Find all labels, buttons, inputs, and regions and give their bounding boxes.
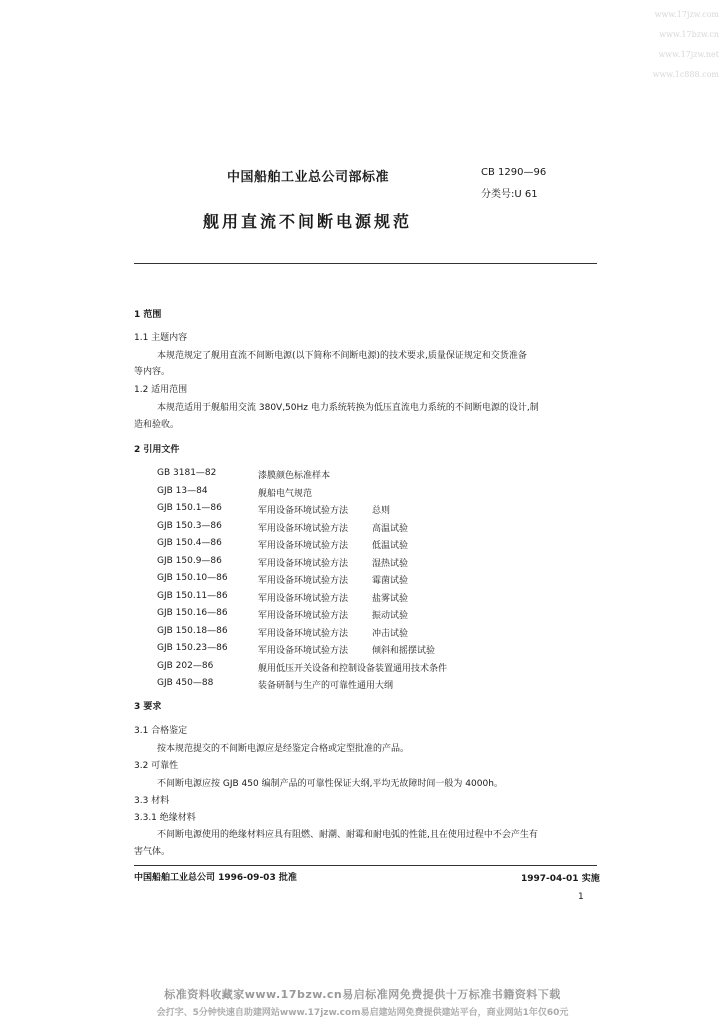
reference-code: GJB 450—88	[157, 678, 214, 688]
paragraph-line: 造和验收。	[134, 420, 180, 430]
reference-subtitle: 霉菌试验	[372, 576, 409, 586]
paragraph-line: 不间断电源应按 GJB 450 编制产品的可靠性保证大纲,平均无故障时间一般为 4000h。	[157, 779, 503, 789]
reference-title: 装备研制与生产的可靠性通用大纲	[258, 681, 394, 691]
subsection-heading: 3.1 合格鉴定	[134, 726, 188, 736]
reference-title: 军用设备环境试验方法	[258, 646, 349, 656]
reference-title: 军用设备环境试验方法	[258, 541, 349, 551]
reference-code: GJB 202—86	[157, 661, 214, 671]
reference-code: GJB 150.11—86	[157, 591, 228, 601]
reference-subtitle: 总则	[372, 506, 391, 516]
reference-subtitle: 高温试验	[372, 524, 409, 534]
classification-number: 分类号:U 61	[481, 189, 538, 200]
reference-title: 军用设备环境试验方法	[258, 576, 349, 586]
reference-title: 军用设备环境试验方法	[258, 524, 349, 534]
reference-title: 舰用低压开关设备和控制设备装置通用技术条件	[258, 664, 448, 674]
subsection-heading: 1.1 主题内容	[134, 333, 188, 343]
paragraph-line: 本规范适用于舰船用交流 380V,50Hz 电力系统转换为低压直流电力系统的不间断电源的设计,制	[157, 403, 539, 413]
standard-code: CB 1290—96	[481, 167, 547, 178]
paragraph-line: 按本规范提交的不间断电源应是经鉴定合格或定型批准的产品。	[157, 744, 410, 754]
reference-subtitle: 湿热试验	[372, 559, 409, 569]
reference-subtitle: 低温试验	[372, 541, 409, 551]
paragraph-line: 害气体。	[134, 847, 171, 857]
subsection-heading: 3.3 材料	[134, 796, 170, 806]
footer-divider	[134, 865, 597, 866]
watermark-text: www.17jzw.com	[654, 10, 719, 19]
subsection-heading: 3.3.1 绝缘材料	[134, 813, 196, 823]
paragraph-line: 本规范规定了舰用直流不间断电源(以下简称不间断电源)的技术要求,质量保证规定和交货准备	[157, 351, 527, 361]
site-banner-line1: 标准资料收藏家www.17bzw.cn易启标准网免费提供十万标准书籍资料下载	[164, 988, 561, 1001]
reference-code: GJB 150.18—86	[157, 626, 228, 636]
reference-code: GJB 13—84	[157, 486, 208, 496]
issuing-organization: 中国船舶工业总公司部标准	[227, 170, 390, 185]
section-heading: 3 要求	[134, 702, 162, 712]
reference-subtitle: 冲击试验	[372, 629, 409, 639]
paragraph-line: 等内容。	[134, 367, 171, 377]
approval-date: 中国船舶工业总公司 1996-09-03 批准	[134, 873, 297, 883]
effective-date: 1997-04-01 实施	[521, 874, 600, 884]
site-banner-line2: 会打字、5分钟快速自助建网站www.17jzw.com易启建站网免费提供建站平台，商业网站1年仅60元	[156, 1008, 569, 1018]
reference-subtitle: 振动试验	[372, 611, 409, 621]
reference-title: 舰船电气规范	[258, 489, 313, 499]
section-heading: 1 范围	[134, 310, 162, 320]
subsection-heading: 3.2 可靠性	[134, 761, 179, 771]
page-number: 1	[578, 892, 584, 902]
header-divider	[134, 263, 597, 264]
watermark-text: www.17bzw.cn	[659, 30, 719, 39]
reference-title: 漆膜颜色标准样本	[258, 471, 331, 481]
reference-code: GJB 150.3—86	[157, 521, 222, 531]
subsection-heading: 1.2 适用范围	[134, 385, 188, 395]
reference-title: 军用设备环境试验方法	[258, 629, 349, 639]
document-title: 舰用直流不间断电源规范	[203, 212, 413, 231]
reference-code: GJB 150.23—86	[157, 643, 228, 653]
reference-title: 军用设备环境试验方法	[258, 506, 349, 516]
watermark-text: www.17jzw.net	[658, 50, 719, 59]
reference-code: GJB 150.4—86	[157, 538, 222, 548]
section-heading: 2 引用文件	[134, 445, 180, 455]
reference-subtitle: 盐雾试验	[372, 594, 409, 604]
reference-code: GJB 150.10—86	[157, 573, 228, 583]
paragraph-line: 不间断电源使用的绝缘材料应具有阻燃、耐潮、耐霉和耐电弧的性能,且在使用过程中不会产生有	[157, 830, 538, 840]
reference-code: GB 3181—82	[157, 468, 217, 478]
reference-code: GJB 150.9—86	[157, 556, 222, 566]
reference-code: GJB 150.1—86	[157, 503, 222, 513]
reference-code: GJB 150.16—86	[157, 608, 228, 618]
reference-title: 军用设备环境试验方法	[258, 559, 349, 569]
reference-subtitle: 倾斜和摇摆试验	[372, 646, 436, 656]
watermark-text: www.1c888.com	[652, 70, 719, 79]
reference-title: 军用设备环境试验方法	[258, 594, 349, 604]
reference-title: 军用设备环境试验方法	[258, 611, 349, 621]
